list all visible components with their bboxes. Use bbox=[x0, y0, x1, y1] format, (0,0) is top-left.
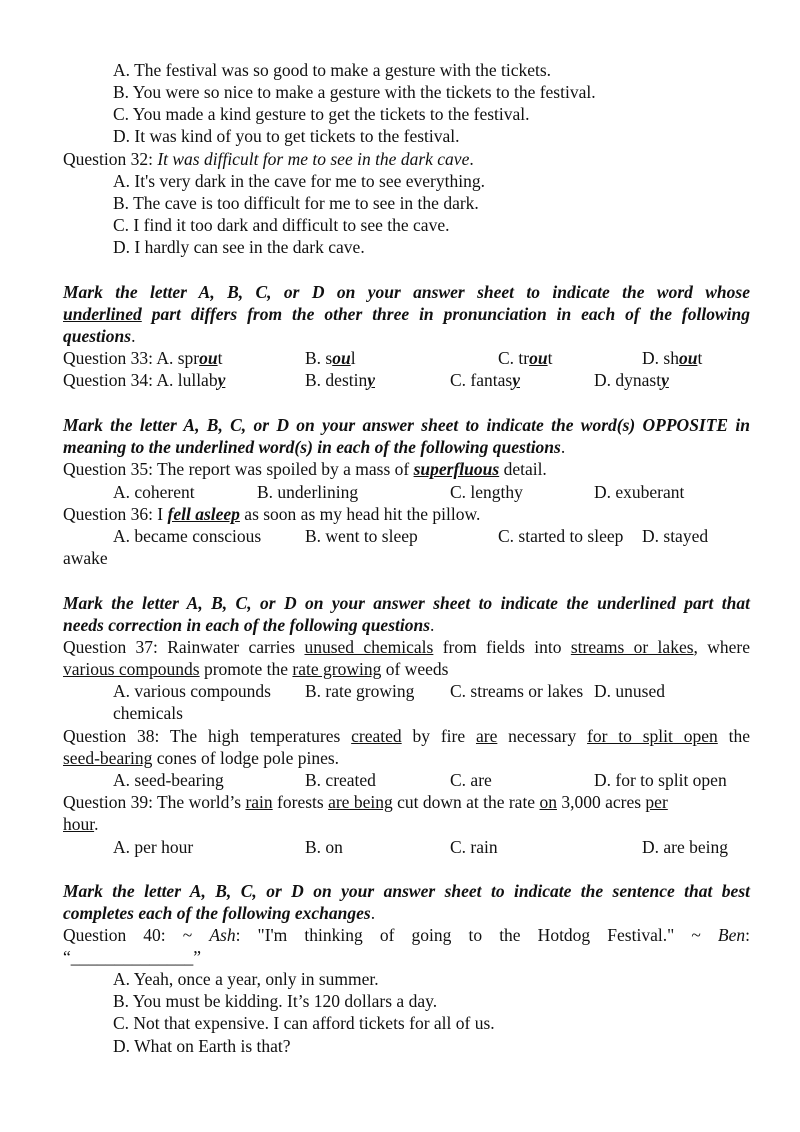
section-pronunciation-line2 bbox=[63, 303, 750, 325]
q35-option-d: D. exuberant bbox=[594, 482, 685, 502]
q39-text-1: Question 39: The world’s bbox=[63, 792, 246, 812]
q35-underlined: superfluous bbox=[413, 459, 500, 479]
q36-option-b: B. went to sleep bbox=[305, 526, 418, 546]
q32-stem bbox=[63, 148, 474, 170]
q34-label: Question 34: A. lullab bbox=[63, 370, 218, 390]
q34-d-underlined: y bbox=[661, 370, 669, 390]
q37-option-c: C. streams or lakes bbox=[450, 681, 584, 701]
q36-underlined: fell asleep bbox=[167, 504, 240, 524]
q39-stem-line1 bbox=[63, 791, 668, 813]
q32-option-a: A. It's very dark in the cave for me to see everything. bbox=[113, 171, 485, 191]
section-correction-period: . bbox=[430, 615, 435, 635]
q33-option-a bbox=[63, 347, 222, 369]
q38-underlined-3: for to split open bbox=[587, 726, 718, 746]
q32-option-c: C. I find it too dark and difficult to see the cave. bbox=[113, 215, 450, 235]
q38-stem-line1 bbox=[63, 725, 750, 747]
q37-text-3: , where bbox=[693, 637, 750, 657]
q40-open-quote: “ bbox=[63, 947, 71, 967]
q33-label: Question 33: A. spr bbox=[63, 348, 200, 368]
q37-stem-line1 bbox=[63, 636, 750, 658]
section-exchanges-line2 bbox=[63, 902, 375, 924]
q31-option-b: B. You were so nice to make a gesture with the tickets to the festival. bbox=[113, 82, 596, 102]
q39-option-c: C. rain bbox=[450, 837, 498, 857]
q38-text-2: by fire bbox=[401, 726, 476, 746]
q37-underlined-3: various compounds bbox=[63, 659, 200, 679]
q33-d-underlined: ou bbox=[678, 348, 698, 368]
q34-c-pre: C. fantas bbox=[450, 370, 513, 390]
q40-close-quote: ” bbox=[193, 947, 202, 967]
section-pronunciation-line3 bbox=[63, 325, 135, 347]
q38-stem-line2 bbox=[63, 747, 339, 769]
q34-option-b bbox=[305, 369, 375, 391]
q37-text-5: of weeds bbox=[381, 659, 449, 679]
q37-stem-line2 bbox=[63, 658, 448, 680]
q38-text-5: cones of lodge pole pines. bbox=[152, 748, 340, 768]
section-exchanges-period: . bbox=[370, 903, 376, 923]
q39-underlined-5: hour bbox=[63, 814, 95, 834]
underlined-word: underlined bbox=[63, 304, 142, 324]
q37-underlined-2: streams or lakes bbox=[570, 637, 694, 657]
section-opposite-period: . bbox=[560, 437, 566, 457]
q34-d-pre: D. dynast bbox=[594, 370, 662, 390]
q33-option-d bbox=[642, 347, 702, 369]
q33-a-end: t bbox=[217, 348, 223, 368]
q33-c-pre: C. tr bbox=[498, 348, 530, 368]
q40-stem bbox=[63, 924, 750, 946]
q38-underlined-4: seed-bearing bbox=[63, 748, 153, 768]
q40-option-c: C. Not that expensive. I can afford tickets for all of us. bbox=[113, 1013, 495, 1033]
q40-ash-line: : "I'm thinking of going to the Hotdog Festival." ~ bbox=[235, 925, 718, 945]
q33-b-end: l bbox=[350, 348, 356, 368]
q38-text-4: the bbox=[717, 726, 750, 746]
q34-option-c bbox=[450, 369, 520, 391]
q38-option-c: C. are bbox=[450, 770, 492, 790]
q39-underlined-3: on bbox=[539, 792, 557, 812]
q37-underlined-1: unused chemicals bbox=[304, 637, 434, 657]
q40-option-d: D. What on Earth is that? bbox=[113, 1036, 291, 1056]
q32-option-b: B. The cave is too difficult for me to see in the dark. bbox=[113, 193, 479, 213]
q33-a-underlined: ou bbox=[199, 348, 218, 368]
q37-text-4: promote the bbox=[199, 659, 293, 679]
section-pronunciation-period: . bbox=[131, 326, 136, 346]
q37-option-b: B. rate growing bbox=[305, 681, 415, 701]
section-opposite-line2 bbox=[63, 436, 565, 458]
section-opposite-text: meaning to the underlined word(s) in each of the following questions bbox=[63, 437, 561, 457]
q34-option-a bbox=[63, 369, 225, 391]
q39-underlined-1: rain bbox=[245, 792, 273, 812]
q34-option-d bbox=[594, 369, 669, 391]
q31-option-c: C. You made a kind gesture to get the tickets to the festival. bbox=[113, 104, 530, 124]
q35-option-a: A. coherent bbox=[113, 482, 195, 502]
q36-post: as soon as my head hit the pillow. bbox=[239, 504, 481, 524]
q37-text-1: Question 37: Rainwater carries bbox=[63, 637, 305, 657]
q36-option-a: A. became conscious bbox=[113, 526, 262, 546]
q33-d-pre: D. sh bbox=[642, 348, 679, 368]
q38-option-d: D. for to split open bbox=[594, 770, 727, 790]
q39-option-a: A. per hour bbox=[113, 837, 194, 857]
q35-pre: Question 35: The report was spoiled by a mass of bbox=[63, 459, 414, 479]
section-opposite-line1: Mark the letter A, B, C, or D on your answer sheet to indicate the word(s) OPPOSITE in bbox=[63, 415, 750, 435]
section-pronunciation-rest: part differs from the other three in pronunciation in each of the following bbox=[141, 304, 750, 324]
q33-c-underlined: ou bbox=[529, 348, 548, 368]
q39-underlined-2: are being bbox=[328, 792, 393, 812]
q38-underlined-2: are bbox=[475, 726, 498, 746]
q37-option-d: D. unused bbox=[594, 681, 665, 701]
q37-text-2: from fields into bbox=[433, 637, 571, 657]
q32-period: . bbox=[469, 149, 474, 169]
section-exchanges-text: completes each of the following exchanges bbox=[63, 903, 371, 923]
q35-stem bbox=[63, 458, 547, 480]
q34-a-underlined: y bbox=[217, 370, 226, 390]
q39-text-4: 3,000 acres bbox=[556, 792, 646, 812]
q38-option-a: A. seed-bearing bbox=[113, 770, 224, 790]
q40-speaker-ash: Ash bbox=[209, 925, 236, 945]
q33-d-end: t bbox=[697, 348, 703, 368]
q33-option-c bbox=[498, 347, 552, 369]
q32-option-d: D. I hardly can see in the dark cave. bbox=[113, 237, 365, 257]
q37-option-d-continued: chemicals bbox=[113, 703, 183, 723]
q37-option-a: A. various compounds bbox=[113, 681, 271, 701]
q36-option-d-continued: awake bbox=[63, 548, 108, 568]
q40-option-a: A. Yeah, once a year, only in summer. bbox=[113, 969, 379, 989]
q38-text-3: necessary bbox=[497, 726, 588, 746]
q31-option-a: A. The festival was so good to make a gesture with the tickets. bbox=[113, 60, 552, 80]
q34-b-pre: B. destin bbox=[305, 370, 368, 390]
q40-ben-colon: : bbox=[745, 925, 750, 945]
q37-underlined-4: rate growing bbox=[292, 659, 382, 679]
q40-label: Question 40: ~ bbox=[63, 925, 210, 945]
q38-underlined-1: created bbox=[351, 726, 402, 746]
q32-prompt: It was difficult for me to see in the dark cave bbox=[157, 149, 470, 169]
q31-option-d: D. It was kind of you to get tickets to the festival. bbox=[113, 126, 460, 146]
q35-post: detail. bbox=[499, 459, 547, 479]
q33-b-pre: B. s bbox=[305, 348, 333, 368]
q33-c-end: t bbox=[547, 348, 553, 368]
q34-c-underlined: y bbox=[512, 370, 520, 390]
q32-label: Question 32: bbox=[63, 149, 158, 169]
q33-option-b bbox=[305, 347, 356, 369]
section-correction-line2 bbox=[63, 614, 434, 636]
section-pronunciation-word: questions bbox=[63, 326, 132, 346]
section-correction-line1: Mark the letter A, B, C, or D on your answer sheet to indicate the underlined part that bbox=[63, 593, 750, 613]
q39-text-5: . bbox=[94, 814, 99, 834]
q35-option-c: C. lengthy bbox=[450, 482, 523, 502]
section-exchanges-line1: Mark the letter A, B, C, or D on your answer sheet to indicate the sentence that best bbox=[63, 881, 750, 901]
q33-b-underlined: ou bbox=[332, 348, 351, 368]
q39-option-b: B. on bbox=[305, 837, 343, 857]
q40-speaker-ben: Ben bbox=[717, 925, 746, 945]
q36-option-d: D. stayed bbox=[642, 526, 709, 546]
q38-option-b: B. created bbox=[305, 770, 376, 790]
q36-option-c: C. started to sleep bbox=[498, 526, 624, 546]
q35-option-b: B. underlining bbox=[257, 482, 359, 502]
q40-option-b: B. You must be kidding. It’s 120 dollars a day. bbox=[113, 991, 438, 1011]
section-correction-text: needs correction in each of the following questions bbox=[63, 615, 431, 635]
q40-answer-blank bbox=[63, 946, 201, 968]
q39-stem-line2 bbox=[63, 813, 99, 835]
q39-text-3: cut down at the rate bbox=[392, 792, 540, 812]
q39-underlined-4: per bbox=[645, 792, 668, 812]
q39-option-d: D. are being bbox=[642, 837, 729, 857]
q40-blank: ______________ bbox=[70, 947, 194, 967]
q36-pre: Question 36: I bbox=[63, 504, 168, 524]
q34-b-underlined: y bbox=[367, 370, 376, 390]
q38-text-1: Question 38: The high temperatures bbox=[63, 726, 352, 746]
q39-text-2: forests bbox=[272, 792, 329, 812]
section-pronunciation-line1: Mark the letter A, B, C, or D on your answer sheet to indicate the word whose bbox=[63, 282, 750, 302]
q36-stem bbox=[63, 503, 480, 525]
